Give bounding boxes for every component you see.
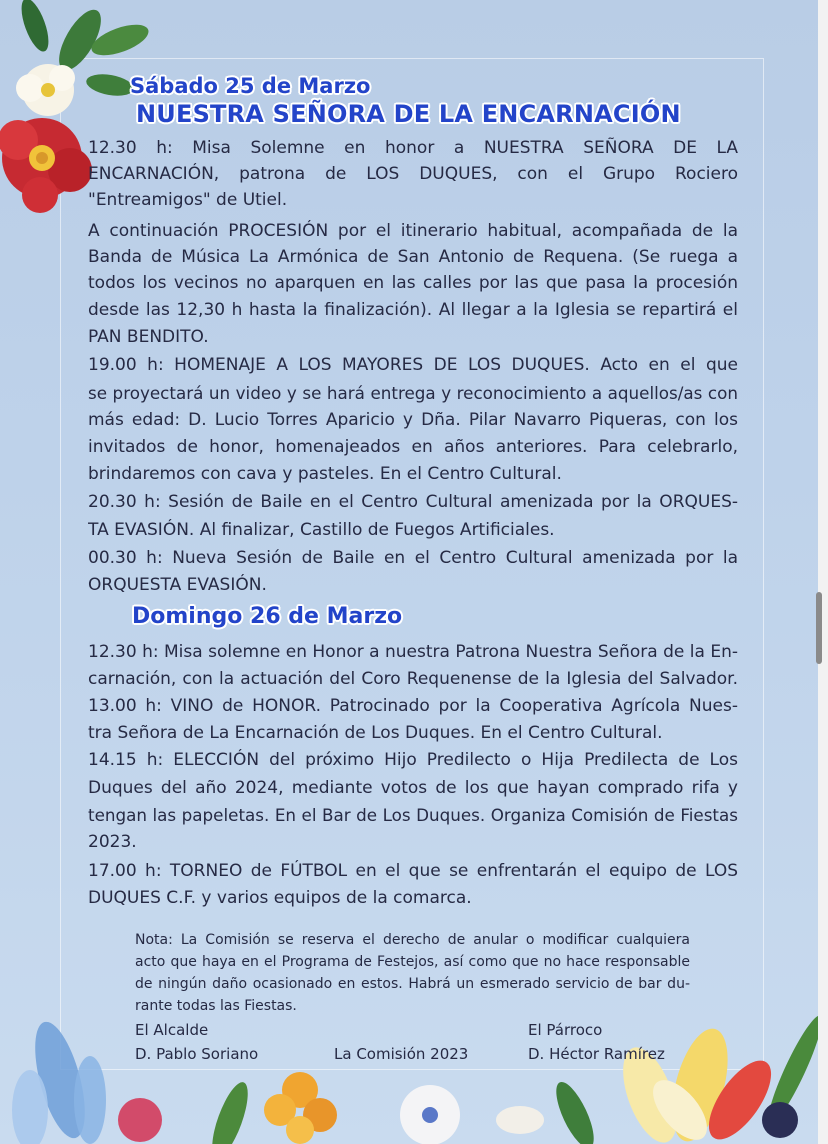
schedule-line: 12.30 h: Misa solemne en Honor a nuestra Patrona Nuestra Señora de la En- [88, 642, 738, 662]
schedule-line: 12.30 h: Misa Solemne en honor a NUESTRA SEÑORA DE LA [88, 138, 738, 158]
note-line: de ningún daño ocasionado en estos. Habrá un esmerado servicio de bar du- [135, 976, 690, 992]
schedule-line: 00.30 h: Nueva Sesión de Baile en el Centro Cultural amenizada por la [88, 548, 738, 568]
schedule-line: DUQUES C.F. y varios equipos de la comarca. [88, 888, 472, 908]
note-line: Nota: La Comisión se reserva el derecho de anular o modificar cualquiera [135, 932, 690, 948]
scrollbar-track[interactable] [818, 0, 828, 1144]
note-line: acto que haya en el Programa de Festejos, así como que no hace responsable [135, 954, 690, 970]
note-line: rante todas las Fiestas. [135, 998, 297, 1014]
schedule-line: 19.00 h: HOMENAJE A LOS MAYORES DE LOS DUQUES. Acto en el que [88, 355, 738, 375]
schedule-line: 13.00 h: VINO de HONOR. Patrocinado por la Cooperativa Agrícola Nues- [88, 696, 738, 716]
patron-title: NUESTRA SEÑORA DE LA ENCARNACIÓN [136, 100, 681, 128]
schedule-line: 2023. [88, 832, 137, 852]
schedule-line: 20.30 h: Sesión de Baile en el Centro Cultural amenizada por la ORQUES- [88, 492, 738, 512]
schedule-line: tra Señora de La Encarnación de Los Duques. En el Centro Cultural. [88, 723, 663, 743]
schedule-line: más edad: D. Lucio Torres Aparicio y Dña. Pilar Navarro Piqueras, con los [88, 410, 738, 430]
schedule-line: Banda de Música La Armónica de San Antonio de Requena. (Se ruega a [88, 247, 738, 267]
schedule-line: brindaremos con cava y pasteles. En el Centro Cultural. [88, 464, 562, 484]
schedule-line: PAN BENDITO. [88, 327, 209, 347]
schedule-line: 14.15 h: ELECCIÓN del próximo Hijo Predilecto o Hija Predilecta de Los [88, 750, 738, 770]
schedule-line: todos los vecinos no aparquen en las calles por las que pasa la procesión [88, 273, 738, 293]
schedule-line: tengan las papeletas. En el Bar de Los Duques. Organiza Comisión de Fiestas [88, 805, 738, 825]
scrollbar-thumb[interactable] [816, 592, 822, 664]
schedule-line: 17.00 h: TORNEO de FÚTBOL en el que se enfrentarán el equipo de LOS [88, 861, 738, 881]
schedule-line: TA EVASIÓN. Al finalizar, Castillo de Fuegos Artificiales. [88, 520, 555, 540]
schedule-line: Duques del año 2024, mediante votos de los que hayan comprado rifa y [88, 778, 738, 798]
commission-signature: La Comisión 2023 [334, 1045, 469, 1063]
schedule-line: se proyectará un video y se hará entrega y reconocimiento a aquellos/as con [88, 383, 738, 403]
mayor-name: D. Pablo Soriano [135, 1045, 259, 1063]
sunday-heading: Domingo 26 de Marzo [132, 604, 403, 629]
schedule-line: ORQUESTA EVASIÓN. [88, 575, 267, 595]
schedule-line: desde las 12,30 h hasta la finalización). Al llegar a la Iglesia se repartirá el [88, 300, 738, 320]
mayor-title: El Alcalde [135, 1021, 209, 1039]
saturday-heading: Sábado 25 de Marzo [130, 74, 371, 98]
priest-title: El Párroco [528, 1021, 603, 1039]
schedule-line: ENCARNACIÓN, patrona de LOS DUQUES, con el Grupo Rociero [88, 164, 738, 184]
schedule-line: A continuación PROCESIÓN por el itinerario habitual, acompañada de la [88, 221, 738, 241]
priest-name: D. Héctor Ramírez [528, 1045, 665, 1063]
schedule-line: "Entreamigos" de Utiel. [88, 190, 288, 210]
schedule-line: carnación, con la actuación del Coro Requenense de la Iglesia del Salvador. [88, 669, 738, 689]
schedule-line: invitados de honor, homenajeados en años anteriores. Para celebrarlo, [88, 437, 738, 457]
